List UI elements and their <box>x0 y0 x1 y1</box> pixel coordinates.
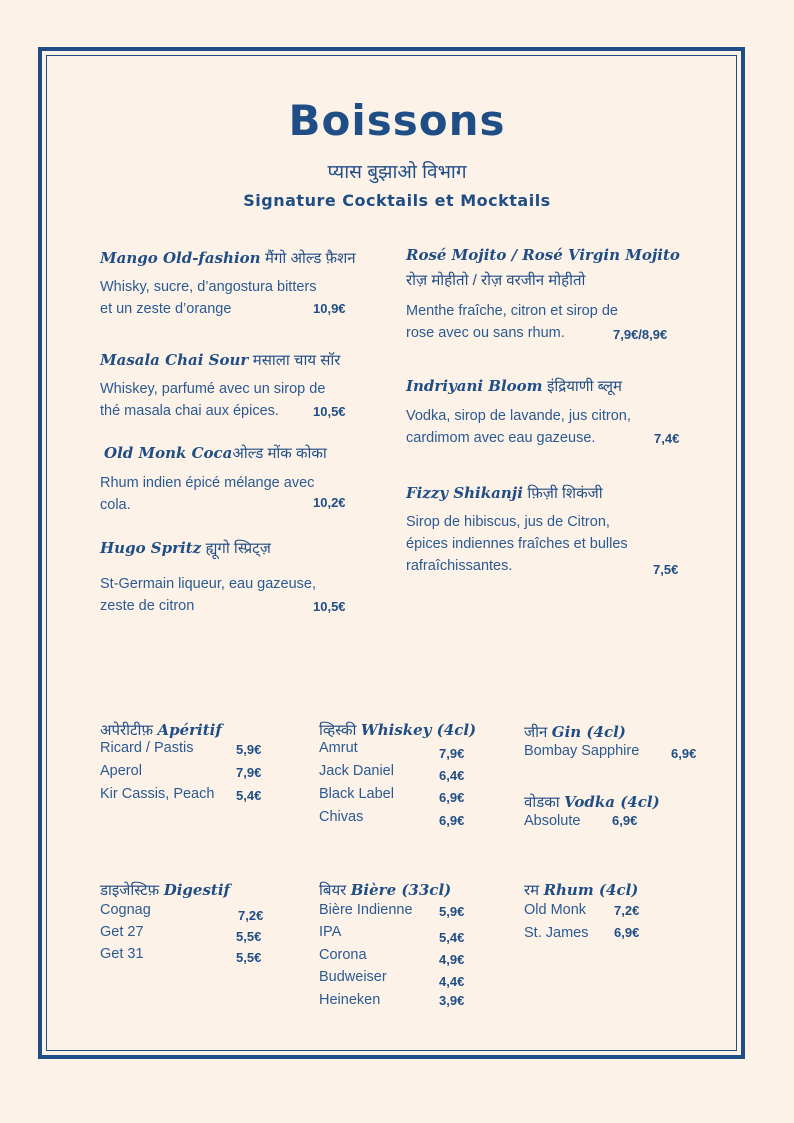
list-item: Heineken <box>319 992 381 1008</box>
section-title-hindi: रम <box>524 882 540 899</box>
list-item: St. James <box>524 925 589 941</box>
list-item: Kir Cassis, Peach <box>100 786 215 802</box>
cocktail-price: 7,5€ <box>653 562 679 577</box>
section-heading-gin <box>524 722 626 742</box>
list-item: Get 27 <box>100 924 144 940</box>
cocktail-price: 7,4€ <box>654 431 680 446</box>
cocktail-desc-line: Whiskey, parfumé avec un sirop de <box>100 381 326 397</box>
cocktail-desc-line: et un zeste d’orange <box>100 301 232 317</box>
section-title-hindi: डाइजेस्टिफ़ <box>100 882 160 899</box>
cocktail-price: 7,9€/8,9€ <box>613 327 668 342</box>
page-subtitle-hindi: प्यास बुझाओ विभाग <box>327 162 467 183</box>
cocktail-desc-line: cola. <box>100 497 131 513</box>
list-item-price: 5,5€ <box>236 950 262 965</box>
list-item-price: 5,9€ <box>236 742 262 757</box>
cocktail-name: Rosé Mojito / Rosé Virgin Mojito <box>406 246 680 264</box>
section-heading-aperitif <box>100 720 222 740</box>
cocktail-desc-line: cardimom avec eau gazeuse. <box>406 430 596 446</box>
list-item-price: 7,9€ <box>236 765 262 780</box>
list-item-price: 5,4€ <box>439 930 465 945</box>
cocktail-desc-line: épices indiennes fraîches et bulles <box>406 536 628 552</box>
section-title: Apéritif <box>157 721 222 739</box>
cocktail-name: Indriyani Bloom <box>406 377 543 395</box>
section-title-hindi: अपेरीटीफ़ <box>100 722 154 739</box>
list-item: Old Monk <box>524 902 587 918</box>
page-title: Boissons <box>288 96 506 145</box>
list-item: Black Label <box>319 786 394 802</box>
list-item-price: 5,9€ <box>439 904 465 919</box>
cocktail-price: 10,2€ <box>313 495 346 510</box>
list-item: Get 31 <box>100 946 144 962</box>
section-heading-digestif <box>100 880 230 900</box>
list-item: Absolute <box>524 813 581 829</box>
cocktail-desc-line: rose avec ou sans rhum. <box>406 325 565 341</box>
list-item: Ricard / Pastis <box>100 740 194 756</box>
list-item: Jack Daniel <box>319 763 394 779</box>
list-item-price: 6,9€ <box>439 790 465 805</box>
cocktail-name-hindi: इंद्रियाणी ब्लूम <box>546 378 623 395</box>
cocktail-desc-line: St-Germain liqueur, eau gazeuse, <box>100 576 317 592</box>
cocktail-desc-line: Sirop de hibiscus, jus de Citron, <box>406 514 610 530</box>
cocktail-price: 10,5€ <box>313 599 346 614</box>
cocktail-name-hindi: मैंगो ओल्ड फ़ैशन <box>265 250 356 267</box>
section-title: Digestif <box>163 881 230 899</box>
list-item: Corona <box>319 947 367 963</box>
section-title: Vodka (4cl) <box>564 793 660 811</box>
cocktail-desc-line: Whisky, sucre, d’angostura bitters <box>100 279 317 295</box>
section-title: Bière (33cl) <box>350 881 452 899</box>
list-item: Budweiser <box>319 969 387 985</box>
cocktail-desc-line: Menthe fraîche, citron et sirop de <box>406 303 618 319</box>
cocktail-name: Masala Chai Sour <box>100 351 249 369</box>
cocktail-desc-line: rafraîchissantes. <box>406 558 513 574</box>
cocktail-name-hindi: ह्यूगो स्प्रिट्ज़ <box>205 540 271 557</box>
cocktail-desc-line: Vodka, sirop de lavande, jus citron, <box>406 408 631 424</box>
cocktail-title <box>104 443 327 463</box>
cocktail-title <box>100 248 356 268</box>
cocktail-name-hindi: मसाला चाय सॉर <box>252 352 341 369</box>
list-item-price: 6,9€ <box>612 813 638 828</box>
cocktail-name: Fizzy Shikanji <box>406 484 523 502</box>
cocktail-desc-line: thé masala chai aux épices. <box>100 403 279 419</box>
list-item-price: 5,5€ <box>236 929 262 944</box>
list-item: Bombay Sapphire <box>524 743 640 759</box>
list-item: IPA <box>319 924 342 940</box>
cocktail-price: 10,9€ <box>313 301 346 316</box>
cocktail-name: Old Monk Coca <box>104 444 233 462</box>
cocktail-title <box>100 538 271 558</box>
list-item-price: 7,2€ <box>238 908 264 923</box>
list-item-price: 6,9€ <box>439 813 465 828</box>
list-item-price: 7,2€ <box>614 903 640 918</box>
cocktail-name-hindi: फ़िज़ी शिकंजी <box>527 485 603 502</box>
section-title-hindi: वोडका <box>524 794 560 811</box>
section-title: Gin (4cl) <box>551 723 626 741</box>
cocktail-price: 10,5€ <box>313 404 346 419</box>
cocktail-desc-line: Rhum indien épicé mélange avec <box>100 475 315 491</box>
list-item-price: 5,4€ <box>236 788 262 803</box>
list-item-price: 7,9€ <box>439 746 465 761</box>
list-item: Chivas <box>319 809 364 825</box>
cocktail-desc-line: zeste de citron <box>100 598 195 614</box>
section-title-hindi: व्हिस्की <box>319 722 357 739</box>
cocktail-title <box>406 376 622 396</box>
section-title-hindi: जीन <box>524 724 548 741</box>
list-item: Cognag <box>100 902 151 918</box>
list-item: Amrut <box>319 740 358 756</box>
cocktail-name-hindi: ओल्ड मोंक कोका <box>232 445 327 462</box>
section-heading-rhum <box>524 880 638 900</box>
section-heading-whiskey <box>319 720 476 740</box>
section-heading-biere <box>319 880 451 900</box>
section-heading-vodka <box>524 792 660 812</box>
page-subtitle: Signature Cocktails et Mocktails <box>243 191 551 210</box>
cocktail-name: Mango Old-fashion <box>100 249 261 267</box>
list-item-price: 3,9€ <box>439 993 465 1008</box>
list-item-price: 4,4€ <box>439 974 465 989</box>
list-item: Bière Indienne <box>319 902 413 918</box>
cocktail-name: Hugo Spritz <box>100 539 202 557</box>
list-item-price: 6,4€ <box>439 768 465 783</box>
list-item: Aperol <box>100 763 142 779</box>
section-title: Whiskey (4cl) <box>360 721 477 739</box>
cocktail-title <box>100 350 340 370</box>
cocktail-name-hindi: रोज़ मोहीतो / रोज़ वरजीन मोहीतो <box>406 272 586 289</box>
section-title-hindi: बियर <box>319 882 347 899</box>
section-title: Rhum (4cl) <box>543 881 639 899</box>
list-item-price: 6,9€ <box>671 746 697 761</box>
list-item-price: 4,9€ <box>439 952 465 967</box>
cocktail-title <box>406 483 603 503</box>
list-item-price: 6,9€ <box>614 925 640 940</box>
